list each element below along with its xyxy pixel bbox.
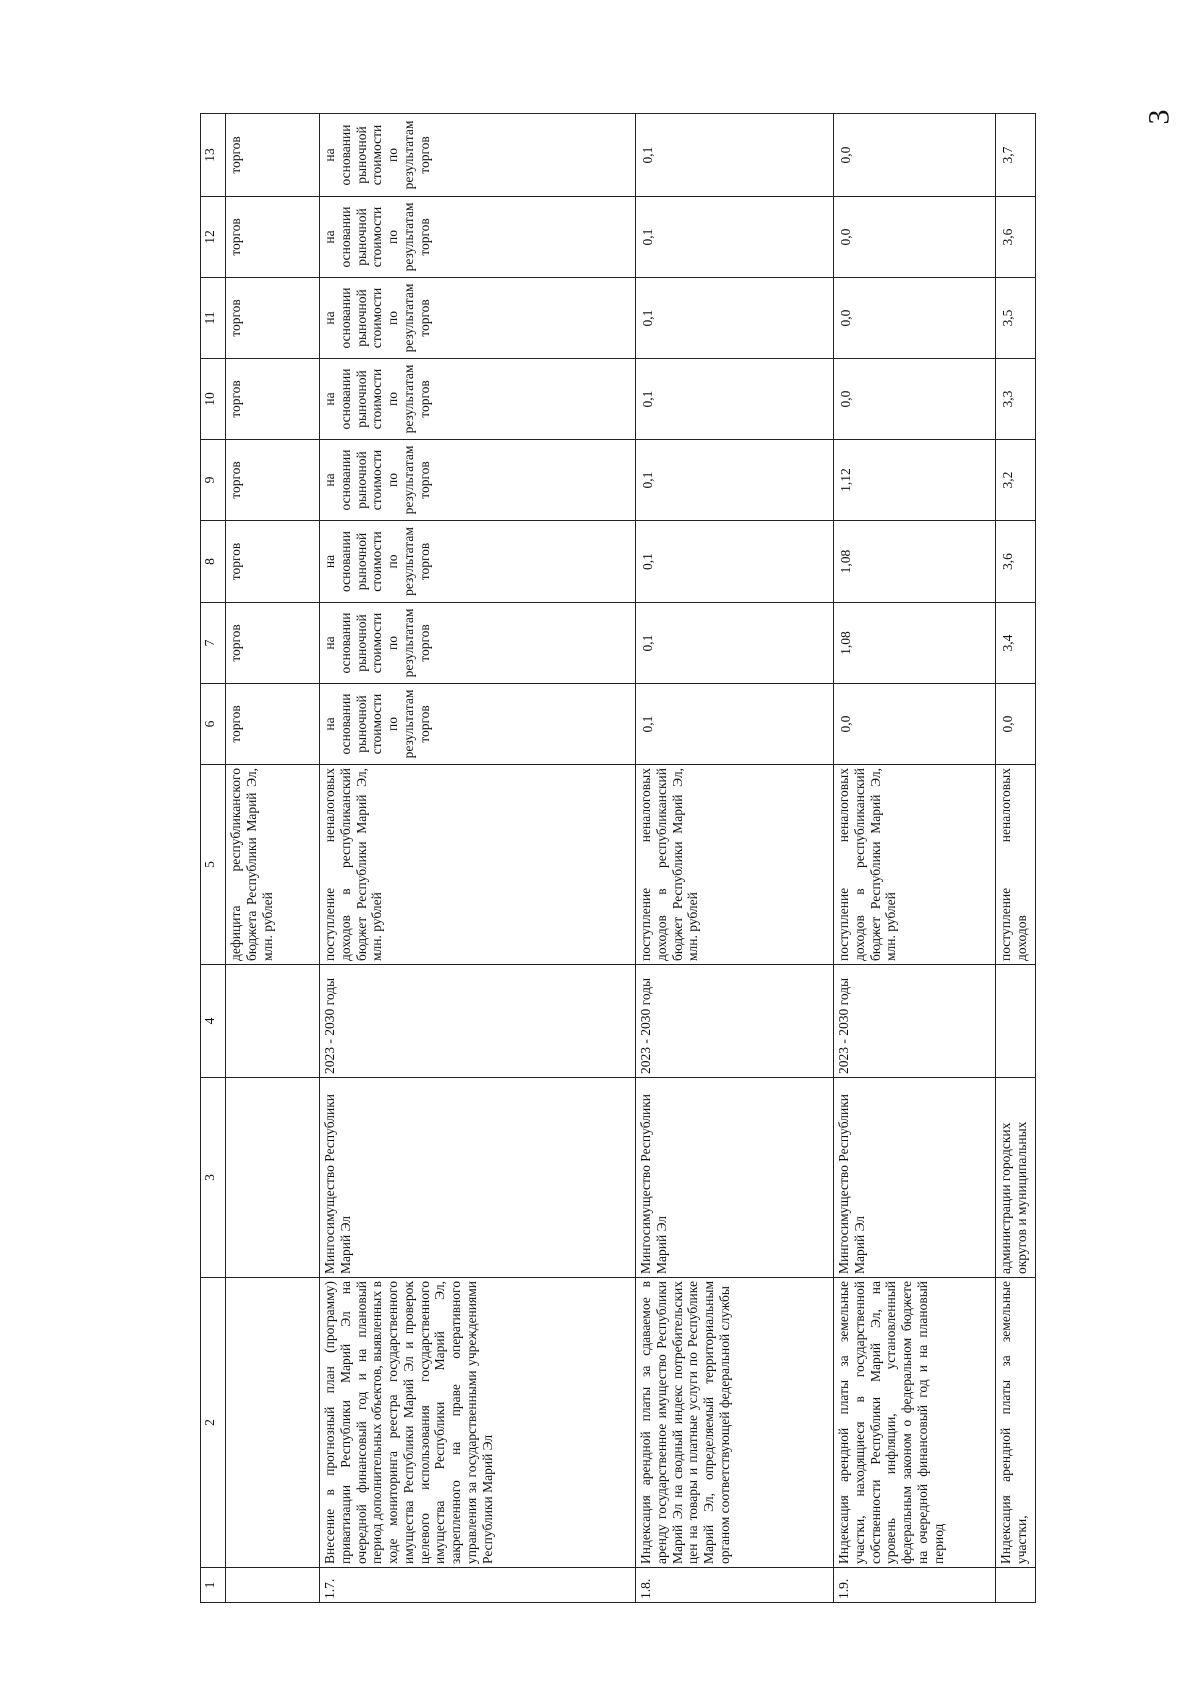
row-value: 3,4 [996,603,1036,684]
row-value: 0,1 [636,440,834,521]
row-num [226,1568,320,1603]
col-header: 8 [201,521,226,603]
row-value: на основании рыночной стоимости по результатам торгов [320,278,636,359]
row-indicator: поступление неналоговых доходов в республиканский бюджет Республики Марий Эл, млн. рублей [834,765,996,965]
row-value: 0,0 [996,684,1036,765]
row-value: 0,1 [636,359,834,440]
row-value: 3,6 [996,197,1036,278]
row-value: 0,0 [834,114,996,197]
row-num: 1.8. [636,1568,834,1603]
row-value: торгов [226,359,320,440]
col-header: 5 [201,765,226,965]
row-value: 0,1 [636,114,834,197]
row-value: торгов [226,684,320,765]
row-period [226,965,320,1078]
table-row [636,114,834,1603]
row-value: на основании рыночной стоимости по результатам торгов [320,684,636,765]
row-value: 0,0 [834,197,996,278]
row-value: 1,08 [834,603,996,684]
row-indicator: дефицита республиканского бюджета Республики Марий Эл, млн. рублей [226,765,320,965]
row-value: 0,0 [834,278,996,359]
row-indicator: поступление неналоговых доходов в республиканский бюджет Республики Марий Эл, млн. рублей [320,765,636,965]
col-header: 2 [201,1278,226,1568]
row-measure: Индексация арендной платы за земельные участки, [996,1278,1036,1568]
row-value: 3,7 [996,114,1036,197]
row-indicator: поступление неналоговых доходов [996,765,1036,965]
row-period [996,965,1036,1078]
row-value: на основании рыночной стоимости по результатам торгов [320,114,636,197]
rotated-table-wrapper [200,113,1080,1603]
row-value: 0,1 [636,684,834,765]
col-header: 3 [201,1078,226,1278]
column-numbers-row [201,114,226,1603]
page-number: 3 [1142,109,1176,125]
row-executor: Мингосимущество Республики Марий Эл [636,1078,834,1278]
row-measure [226,1278,320,1568]
col-header: 9 [201,440,226,521]
row-num: 1.7. [320,1568,636,1603]
table-row [320,114,636,1603]
row-value: торгов [226,278,320,359]
row-measure: Индексация арендной платы за земельные участки, находящиеся в государственной собственности Республики Марий Эл, на уровень инфляции, установленный федеральным законом о федеральном бюджете на очередной финансовый год и на плановый период [834,1278,996,1568]
row-value: 1,08 [834,521,996,603]
row-measure: Внесение в прогнозный план (программу) приватизации Республики Марий Эл на очередной финансовый год и на плановый период дополнительных объектов, выявленных в ходе мониторинга реестра государственного имущества Республики Марий Эл и проверок целевого использования государственного имущества Республики Марий Эл, закрепленного на праве оперативного управления за государственными учреждениями Республики Марий Эл [320,1278,636,1568]
row-executor: Мингосимущество Республики Марий Эл [320,1078,636,1278]
col-header: 10 [201,359,226,440]
table-row-continuation [226,114,320,1603]
row-value: торгов [226,603,320,684]
col-header: 13 [201,114,226,197]
row-value: 1,12 [834,440,996,521]
row-value: на основании рыночной стоимости по результатам торгов [320,440,636,521]
row-value: торгов [226,440,320,521]
row-value: торгов [226,521,320,603]
row-measure: Индексация арендной платы за сдаваемое в аренду государственное имущество Республики Марий Эл на сводный индекс потребительских цен на товары и платные услуги по Республике Марий Эл, определяемый территориальным органом соответствующей федеральной службы [636,1278,834,1568]
row-period: 2023 - 2030 годы [320,965,636,1078]
row-num: 1.9. [834,1568,996,1603]
row-value: 3,2 [996,440,1036,521]
row-value: 3,3 [996,359,1036,440]
row-period: 2023 - 2030 годы [636,965,834,1078]
table-row [996,114,1036,1603]
row-value: 0,1 [636,521,834,603]
row-period: 2023 - 2030 годы [834,965,996,1078]
col-header: 7 [201,603,226,684]
row-value: 0,1 [636,197,834,278]
row-value: на основании рыночной стоимости по результатам торгов [320,197,636,278]
row-value: 3,6 [996,521,1036,603]
row-value: 3,5 [996,278,1036,359]
row-indicator: поступление неналоговых доходов в республиканский бюджет Республики Марий Эл, млн. рублей [636,765,834,965]
col-header: 11 [201,278,226,359]
col-header: 6 [201,684,226,765]
row-executor [226,1078,320,1278]
row-value: 0,1 [636,278,834,359]
row-value: 0,0 [834,684,996,765]
row-value: на основании рыночной стоимости по результатам торгов [320,359,636,440]
row-value: торгов [226,114,320,197]
col-header: 12 [201,197,226,278]
col-header: 1 [201,1568,226,1603]
measures-table [200,113,1036,1603]
row-num [996,1568,1036,1603]
row-executor: администрации городских округов и муниципальных [996,1078,1036,1278]
row-value: на основании рыночной стоимости по результатам торгов [320,521,636,603]
col-header: 4 [201,965,226,1078]
row-value: торгов [226,197,320,278]
row-value: на основании рыночной стоимости по результатам торгов [320,603,636,684]
table-row [834,114,996,1603]
row-value: 0,0 [834,359,996,440]
row-value: 0,1 [636,603,834,684]
row-executor: Мингосимущество Республики Марий Эл [834,1078,996,1278]
